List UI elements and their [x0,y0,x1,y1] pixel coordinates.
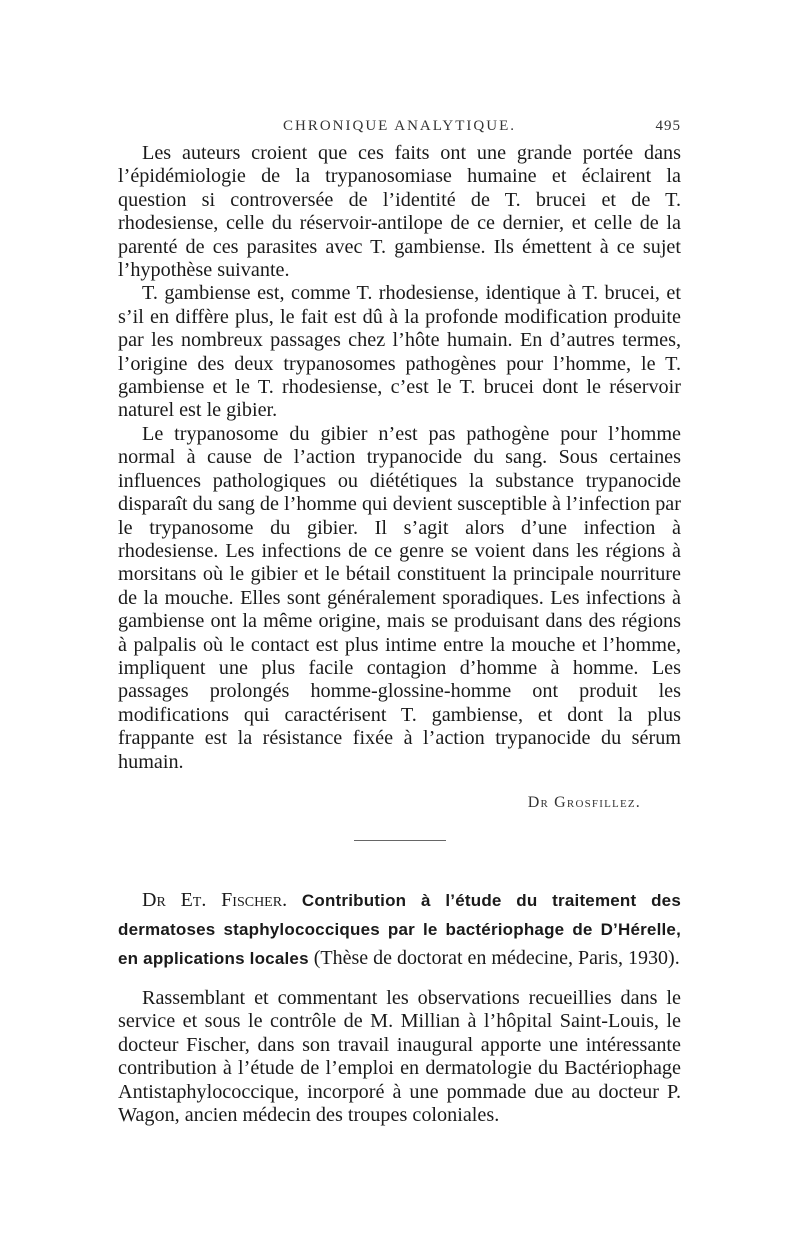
review-heading [118,886,681,973]
paragraph: T. gambiense est, comme T. rhodesiense, identique à T. brucei, et s’il en diffère plus, le fait est dû à la profonde modification produite par les nombreux passages chez l’hôte humain. En d’autres termes, l’origine des deux trypanosomes pathogènes pour l’homme, le T. gambiense et le T. rhodesiense, c’est le T. brucei dont le réservoir naturel est le gibier. [118,282,681,422]
review-body [118,987,681,1127]
document-page [118,112,681,1127]
paragraph: Les auteurs croient que ces faits ont une grande portée dans l’épidémiologie de la trypanosomiase humaine et éclairent la question si controversée de l’identité de T. brucei et de T. rhodesiense, celle du réservoir-antilope de ce dernier, et celle de la parenté de ces parasites avec T. gambiense. Ils émettent à ce sujet l’hypothèse suivante. [118,142,681,282]
running-header [118,112,681,142]
review-title: Contribution à l’étude du traitement des dermatoses staphylococciques par le bactériophage de D’Hérelle, en applications locales [118,890,681,968]
article-body [118,142,681,774]
running-title: CHRONIQUE ANALYTIQUE. [283,118,516,134]
author-signature: Dr Grosfillez. [527,793,641,811]
section-divider [354,840,446,841]
review-author: Dr Et. Fischer. [142,888,288,911]
review-citation: (Thèse de doctorat en médecine, Paris, 1930). [313,946,680,969]
paragraph: Rassemblant et commentant les observations recueillies dans le service et sous le contrôle de M. Millian à l’hôpital Saint-Louis, le docteur Fischer, dans son travail inaugural apporte une intéressante contribution à l’étude de l’emploi en dermatologie du Bactériophage Antistaphylococcique, incorporé à une pommade due au docteur P. Wagon, ancien médecin des troupes coloniales. [118,986,681,1126]
page-number: 495 [655,118,681,134]
paragraph: Le trypanosome du gibier n’est pas pathogène pour l’homme normal à cause de l’action trypanocide du sang. Sous certaines influences pathologiques ou diététiques la substance trypanocide disparaît du sang de l’homme qui devient susceptible à l’infection par le trypanosome du gibier. Il s’agit alors d’une infection à rhodesiense. Les infections de ce genre se voient dans les régions à morsitans où le gibier et le bétail constituent la principale nourriture de la mouche. Elles sont généralement sporadiques. Les infections à gambiense ont la même origine, mais se produisant dans des régions à palpalis où le contact est plus intime entre la mouche et l’homme, impliquent une plus facile contagion d’homme à homme. Les passages prolongés homme-glossine-homme ont produit les modifications qui caractérisent T. gambiense, et dont la plus frappante est la résistance fixée à l’action trypanocide du sérum humain. [118,422,681,773]
